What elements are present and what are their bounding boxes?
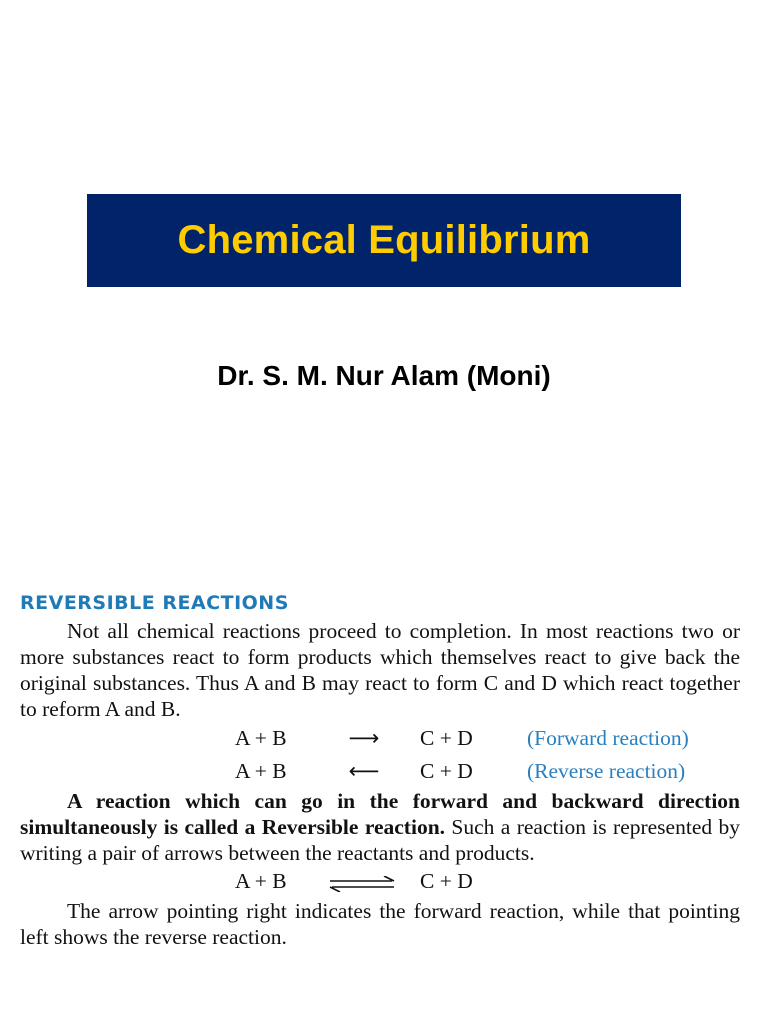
equation-reverse (20, 755, 740, 788)
equation-forward (20, 722, 740, 755)
equation-reactants: A + B (235, 759, 287, 783)
textbook-excerpt (20, 592, 740, 950)
definition-text: A reaction which can go in the forward and backward direction simultaneously is called a Reversible reaction. (20, 789, 740, 839)
title-banner (87, 194, 681, 287)
equation-label: (Forward reaction) (527, 726, 689, 750)
equation-label: (Reverse reaction) (527, 759, 686, 783)
author-name: Dr. S. M. Nur Alam (Moni) (217, 360, 551, 391)
section-heading: REVERSIBLE REACTIONS (20, 592, 289, 614)
equation-products: C + D (420, 759, 473, 783)
definition-continuation: Such a reaction is represented by writing a pair of arrows between the reactants and products. (20, 815, 740, 865)
paragraph-definition (20, 788, 740, 866)
slide-title: Chemical Equilibrium (177, 218, 591, 262)
equilibrium-arrows-icon (326, 876, 398, 892)
equation-equilibrium (20, 866, 740, 898)
paragraph-intro: Not all chemical reactions proceed to completion. In most reactions two or more substances react to form products which themselves react to give back the original substances. Thus A and B may react to form C and D which react together to reform A and B. (20, 619, 740, 721)
equation-reactants: A + B (235, 869, 287, 893)
paragraph-arrows-explanation: The arrow pointing right indicates the forward reaction, while that pointing left shows the reverse reaction. (20, 899, 740, 949)
equation-products: C + D (420, 726, 473, 750)
equation-reactants: A + B (235, 726, 287, 750)
equation-products: C + D (420, 869, 473, 893)
reverse-arrow-icon: ⟵ (348, 759, 380, 784)
forward-arrow-icon: ⟶ (348, 726, 380, 751)
